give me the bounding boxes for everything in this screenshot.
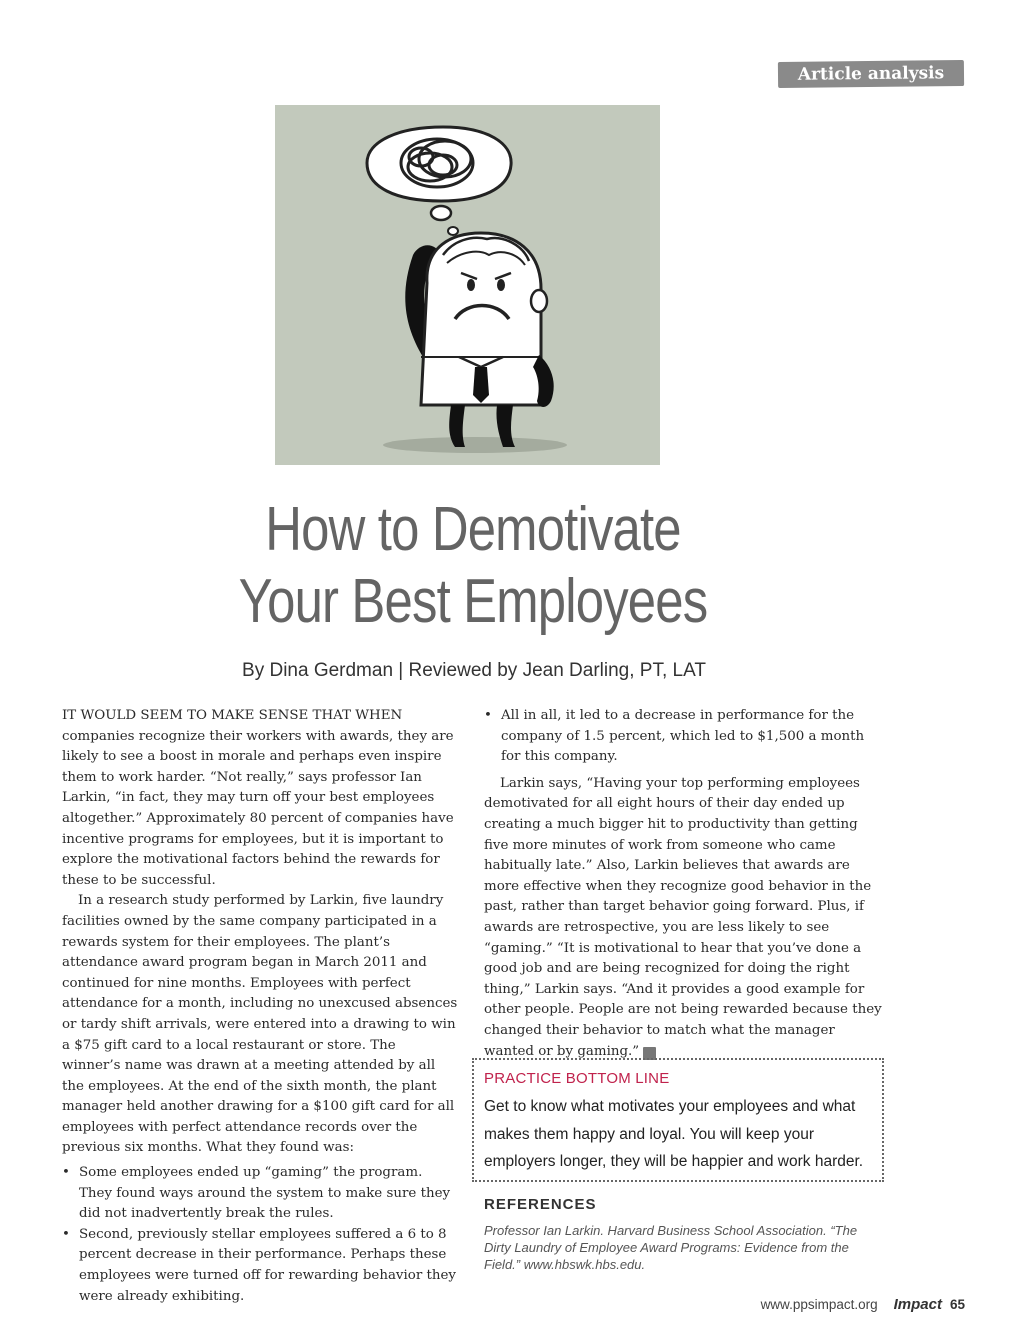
references-body: Professor Ian Larkin. Harvard Business School Association. “The Dirty Laundry of Employee Award Programs: Evidence from the Field.” www.hbswk.hbs.edu.: [484, 1223, 858, 1272]
intro-paragraph-text: companies recognize their workers with awards, they are likely to see a boost in morale and perhaps even inspire them to work harder. “Not really,” says professor Ian Larkin, “in fact, they may turn off your best employees altogether.” Approximately 80 percent of companies have incentive programs for employees, but it is important to explore the motivational factors behind the rewards for these to be successful.: [62, 728, 454, 888]
references-title: REFERENCES: [484, 1196, 597, 1213]
confused-employee-illustration: [275, 105, 660, 465]
practice-body: Get to know what motivates your employees and what makes them happy and loyal. You will keep your employers longer, they will be happier and work harder.: [484, 1098, 864, 1170]
intro-paragraph: [62, 706, 458, 891]
study-paragraph: In a research study performed by Larkin, five laundry facilities owned by the same company participated in a rewards system for their employees. The plant’s attendance award program began in March 2011 and continued for nine months. Employees with perfect attendance for a month, including no unexcused absences or tardy shift arrivals, were entered into a drawing to win a $75 gift card to a local restaurant or store. The winner’s name was drawn at a meeting attended by all the employees. At the end of the sixth month, the plant manager held another drawing for a $100 gift card for all employees with perfect attendance records over the previous six months. What they found was:: [62, 893, 458, 1156]
footer-brand: Impact: [893, 1296, 942, 1313]
practice-title: PRACTICE BOTTOM LINE: [484, 1070, 670, 1087]
list-item: • All in all, it led to a decrease in performance for the company of 1.5 percent, which led to $1,500 a month for this company.: [484, 706, 886, 768]
page-number: 65: [949, 1297, 965, 1312]
list-item: • Some employees ended up “gaming” the program. They found ways around the system to make sure they did not inadvertently break the rules.: [62, 1163, 458, 1225]
list-item: • Second, previously stellar employees suffered a 6 to 8 percent decrease in their performance. Perhaps these employees were turned off for rewarding behavior they were already exhibiting.: [62, 1225, 458, 1307]
larkin-quote-text: Larkin says, “Having your top performing employees demotivated for all eight hours of their day ended up creating a much bigger hit to productivity than getting five more minutes of work from someone who came habitually late.” Also, Larkin believes that awards are more effective when they recognize good behavior in the past, rather than target behavior going forward. Plus, if awards are retrospective, you are less likely to see “gaming.” “It is motivational to hear that you’ve done a good job and are being recognized for doing the right thing,” Larkin says. “And it provides a good example for other people. People are not being rewarded because they changed their behavior to match what the manager wanted or by gaming.”: [484, 775, 882, 1059]
practice-bottom-line-box: [472, 1058, 884, 1182]
larkin-quote-paragraph: [484, 774, 886, 1062]
byline: By Dina Gerdman | Reviewed by Jean Darling, PT, LAT: [242, 660, 706, 681]
left-column: [62, 706, 458, 1307]
article-title-line2: Your Best Employees: [238, 567, 708, 636]
footer-url: www.ppsimpact.org: [760, 1297, 878, 1312]
article-title-line1: How to Demotivate: [265, 495, 681, 564]
findings-list: [62, 1163, 458, 1307]
article-end-mark-icon: I: [643, 1047, 656, 1060]
section-tag: Article analysis: [778, 60, 964, 88]
right-column: [484, 706, 886, 1062]
lead-in: IT WOULD SEEM TO MAKE SENSE THAT WHEN: [62, 708, 403, 723]
findings-list-continued: [484, 706, 886, 768]
page-footer: [700, 1296, 965, 1313]
